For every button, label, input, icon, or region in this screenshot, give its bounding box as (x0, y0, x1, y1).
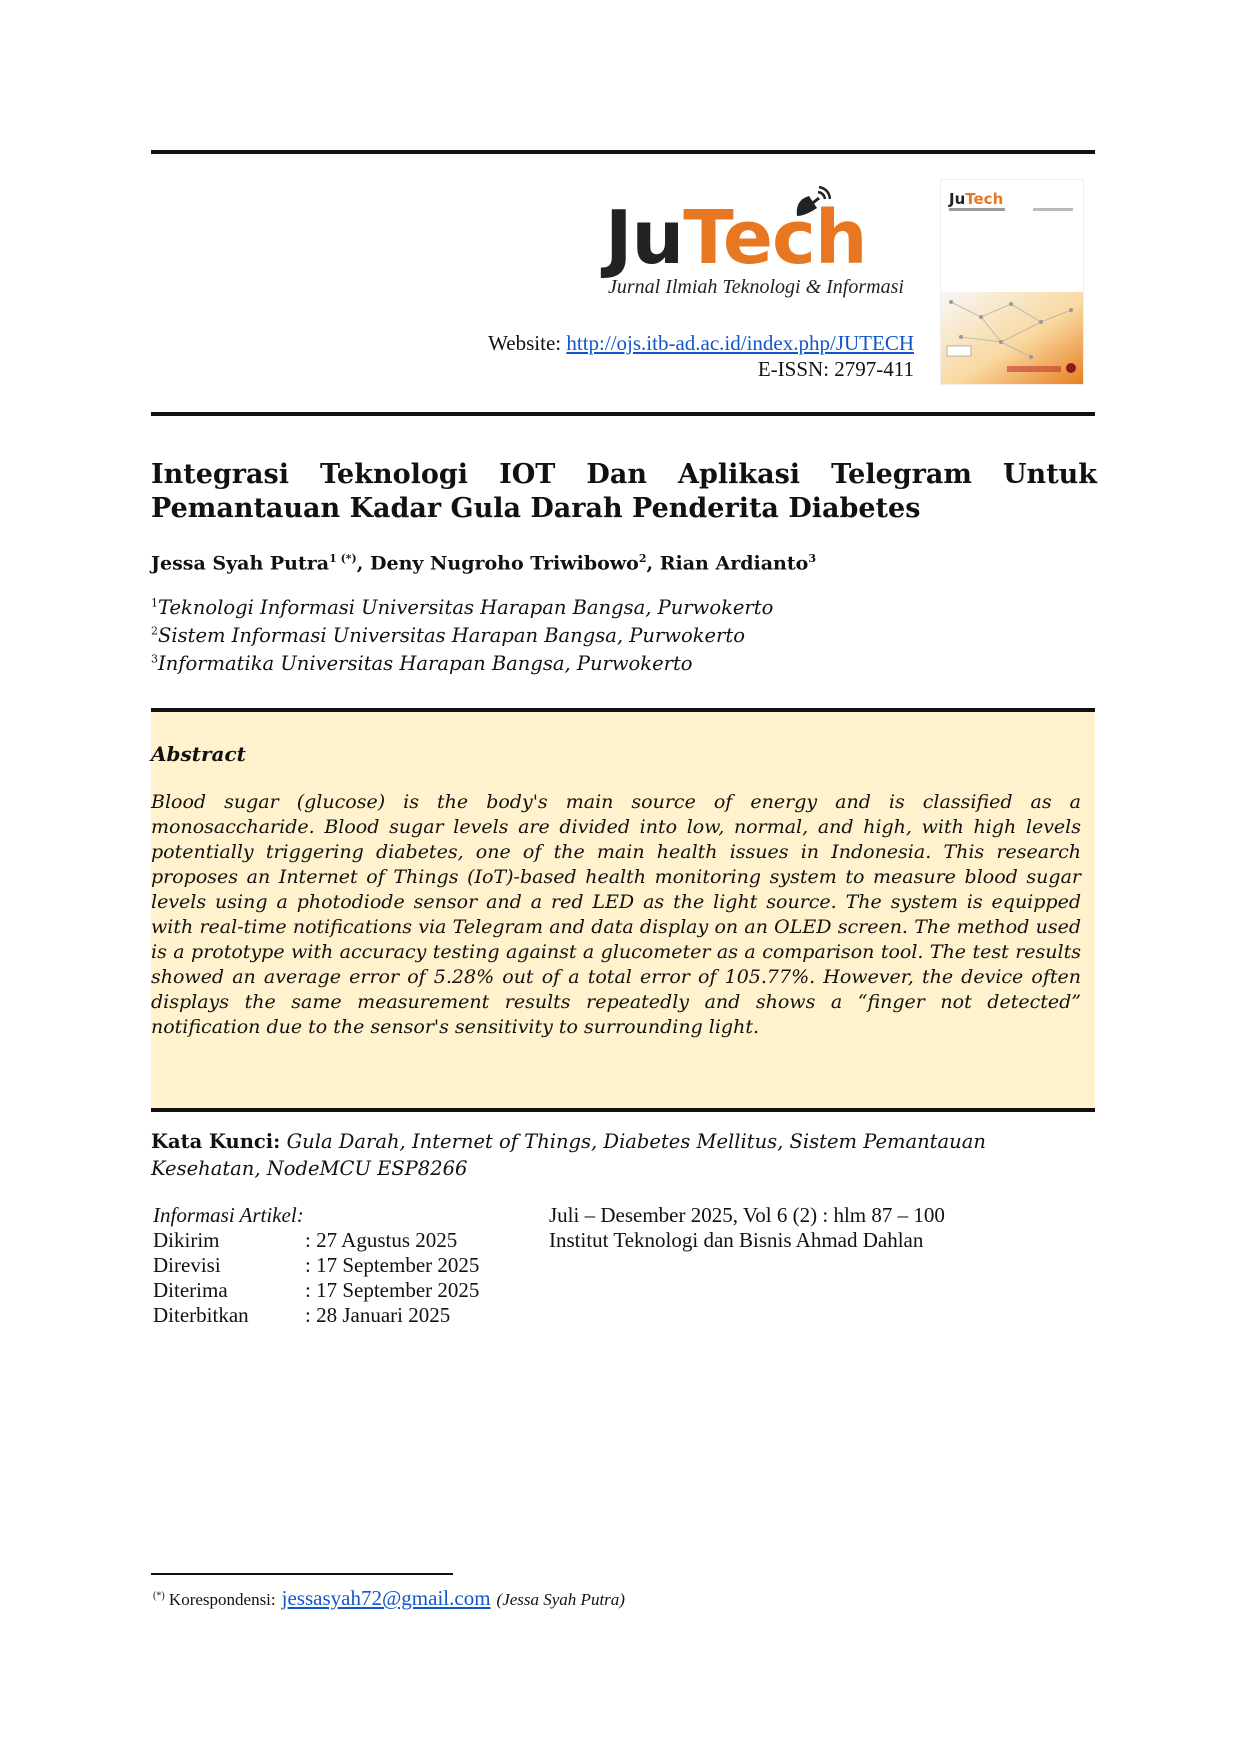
affiliation-text: Sistem Informasi Universitas Harapan Bangsa, Purwokerto (158, 624, 745, 647)
logo-tech: Tech (683, 195, 867, 281)
abstract-heading: Abstract (151, 742, 246, 766)
keywords-label: Kata Kunci: (151, 1130, 281, 1153)
eissn: E-ISSN: 2797-411 (757, 357, 914, 381)
affiliation-3 (151, 652, 693, 675)
info-value: : 17 September 2025 (305, 1278, 480, 1302)
info-row (153, 1228, 479, 1253)
article-info (153, 1203, 479, 1328)
footnote-rule (151, 1573, 453, 1575)
article-title (151, 458, 1097, 526)
author-sup: 1 (*) (329, 552, 357, 565)
website-line (488, 331, 914, 356)
correspondence-email-link[interactable]: jessasyah72@gmail.com (281, 1586, 491, 1610)
info-key: Diterbitkan (153, 1303, 249, 1327)
website-label: Website: (488, 331, 562, 355)
logo-ju: Ju (605, 195, 684, 281)
affiliation-text: Teknologi Informasi Universitas Harapan Bangsa, Purwokerto (158, 596, 774, 619)
jutech-logo (605, 188, 915, 308)
affiliation-1 (151, 596, 773, 619)
affiliation-2 (151, 624, 745, 647)
journal-cover-thumbnail (941, 180, 1083, 384)
logo-subtitle: Jurnal Ilmiah Teknologi & Informasi (608, 276, 904, 298)
website-link[interactable]: http://ojs.itb-ad.ac.id/index.php/JUTECH (566, 331, 914, 355)
info-value: : 28 Januari 2025 (305, 1303, 451, 1327)
info-value: : 27 Agustus 2025 (305, 1228, 458, 1252)
header-bottom-rule (151, 412, 1095, 416)
info-row (153, 1303, 479, 1328)
author-name: Deny Nugroho Triwibowo (370, 552, 639, 575)
journal-volume: Juli – Desember 2025, Vol 6 (2) : hlm 87 – 100 (549, 1203, 945, 1227)
title-line-1: Integrasi Teknologi IOT Dan Aplikasi Telegram Untuk (151, 459, 1097, 490)
cover-subtitle-bar (949, 208, 1005, 211)
info-row (153, 1278, 479, 1303)
cover-logo (949, 190, 1003, 208)
footnote-marker: (*) (153, 1590, 165, 1602)
cover-logo-tech: Tech (965, 190, 1004, 208)
journal-publisher: Institut Teknologi dan Bisnis Ahmad Dahlan (549, 1228, 924, 1252)
author-name: Jessa Syah Putra (151, 552, 330, 575)
info-key: Dikirim (153, 1228, 220, 1252)
abstract-box (151, 708, 1095, 1112)
keywords (151, 1128, 1097, 1182)
affiliation-sup: 2 (151, 624, 158, 638)
author-name: Rian Ardianto (659, 552, 809, 575)
cover-subtitle-bar-2 (1033, 208, 1073, 211)
article-info-title: Informasi Artikel: (153, 1203, 304, 1227)
info-key: Diterima (153, 1278, 228, 1302)
footnote-label: Korespondensi: (168, 1590, 276, 1609)
title-line-2: Pemantauan Kadar Gula Darah Penderita Diabetes (151, 493, 921, 524)
keywords-value: Gula Darah, Internet of Things, Diabetes Mellitus, Sistem Pemantauan Kesehatan, NodeMCU ESP8266 (151, 1130, 986, 1180)
logo-wordmark (605, 195, 867, 281)
cover-network-art (941, 292, 1083, 384)
affiliation-sup: 3 (151, 652, 158, 666)
footnote-author: (Jessa Syah Putra) (496, 1590, 625, 1609)
info-value: : 17 September 2025 (305, 1253, 480, 1277)
cover-logo-ju: Ju (949, 190, 966, 208)
author-list: Jessa Syah Putra$^{1 (*)}$, Deny Nugroho Triwibowo$^2$, Rian Ardianto$^3$ (151, 552, 816, 575)
author-sup: 2 (638, 552, 647, 565)
author-sup: 3 (808, 552, 816, 565)
journal-info (549, 1203, 945, 1253)
footnote (153, 1586, 625, 1611)
affiliation-text: Informatika Universitas Harapan Bangsa, Purwokerto (158, 652, 693, 675)
affiliation-sup: 1 (151, 596, 158, 610)
header-top-rule (151, 150, 1095, 154)
info-row (153, 1253, 479, 1278)
info-key: Direvisi (153, 1253, 221, 1277)
abstract-text: Blood sugar (glucose) is the body's main source of energy and is classified as a monosaccharide. Blood sugar levels are divided into low, normal, and high, with high levels potentially triggering diabetes, one of the main health issues in Indonesia. This research proposes an Internet of Things (IoT)-based health monitoring system to measure blood sugar levels using a photodiode sensor and a red LED as the light source. The system is equipped with real-time notifications via Telegram and data display on an OLED screen. The method used is a prototype with accuracy testing against a glucometer as a comparison tool. The test results showed an average error of 5.28% out of a total error of 105.77%. However, the device often displays the same measurement results repeatedly and shows a “finger not detected” notification due to the sensor's sensitivity to surrounding light. (151, 791, 1081, 1038)
